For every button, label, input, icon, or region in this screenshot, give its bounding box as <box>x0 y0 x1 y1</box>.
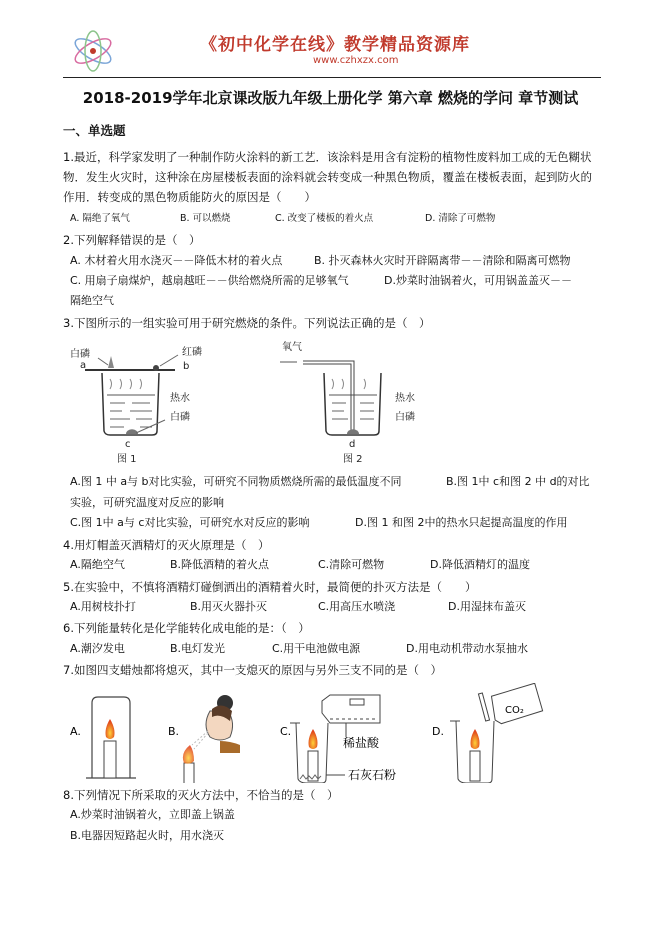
question-text: 7.如图四支蜡烛都将熄灭，其中一支熄灭的原因与另外三支不同的是（ ） <box>63 663 442 677</box>
option-d[interactable]: D.用电动机带动水泵抽水 <box>406 642 528 655</box>
figure-label-c: C. <box>280 725 292 738</box>
flame-icon <box>471 729 480 749</box>
label-hot-water: 热水 <box>170 393 190 404</box>
page-title: 2018-2019学年北京课改版九年级上册化学 第六章 燃烧的学问 章节测试 <box>82 89 579 107</box>
flame-icon <box>309 729 318 749</box>
option-c[interactable]: C. 改变了楼板的着火点 <box>275 213 374 224</box>
header-divider <box>63 77 601 78</box>
option-a[interactable]: A.炒菜时油锅着火，立即盖上锅盖 <box>70 808 235 821</box>
option-d[interactable]: D.炒菜时油锅着火，可用锅盖盖灭－－ <box>384 274 572 287</box>
label-white-phosphorus: 白磷 <box>70 349 90 360</box>
option-b[interactable]: B.降低酒精的着火点 <box>170 558 270 571</box>
combustion-experiment-figure <box>60 335 460 470</box>
option-c[interactable]: C.用干电池做电源 <box>272 642 361 655</box>
label-c: c <box>125 439 131 450</box>
option-b[interactable]: B.图 1中 c和图 2 中 d的对比 <box>446 475 590 488</box>
question-text: 6.下列能量转化是化学能转化成电能的是：（ ） <box>63 621 310 635</box>
label-a: a <box>80 360 87 371</box>
figure-label-b: B. <box>168 725 180 738</box>
question-text: 作用．转变成的黑色物质能防火的原因是（ ） <box>63 190 316 204</box>
label-d: d <box>349 439 356 450</box>
label-b: b <box>183 361 190 372</box>
candle-b-blown-out <box>168 695 240 783</box>
option-a[interactable]: A. 隔绝了氧气 <box>70 213 130 224</box>
option-b[interactable]: B. 扑灭森林火灾时开辟隔离带－－清除和隔离可燃物 <box>314 254 571 267</box>
option-a[interactable]: A. 木材着火用水浇灭－－降低木材的着火点 <box>70 254 283 267</box>
figure-2-caption: 图 2 <box>343 454 363 465</box>
label-white-phosphorus: 白磷 <box>170 412 190 423</box>
flame-icon <box>183 745 194 764</box>
option-b[interactable]: B.电器因短路起火时，用水浇灭 <box>70 829 225 842</box>
figure-label-a: A. <box>70 725 81 738</box>
label-co2: CO₂ <box>505 705 524 716</box>
flame-icon <box>106 719 115 739</box>
label-limestone-powder: 石灰石粉 <box>348 768 397 782</box>
option-a[interactable]: A.图 1 中 a与 b对比实验，可研究不同物质燃烧所需的最低温度不同 <box>70 475 402 488</box>
option-a[interactable]: A.潮汐发电 <box>70 642 125 655</box>
candles-figure <box>60 683 600 783</box>
banner-url[interactable]: www.czhxzx.com <box>313 55 399 66</box>
candle-d-co2 <box>432 683 543 783</box>
option-a[interactable]: A.隔绝空气 <box>70 558 125 571</box>
candle-c-acid-limestone <box>280 695 396 783</box>
atom-logo-icon <box>70 30 116 72</box>
option-b-continued: 实验，可研究温度对反应的影响 <box>70 496 224 509</box>
section-heading: 一、单选题 <box>63 123 126 138</box>
label-white-phosphorus: 白磷 <box>395 412 415 423</box>
banner-title: 《初中化学在线》教学精品资源库 <box>200 35 470 55</box>
option-d[interactable]: D. 清除了可燃物 <box>425 213 496 224</box>
question-text: 2.下列解释错误的是（ ） <box>63 233 201 247</box>
question-text: 物．发生火灾时，这种涂在房屋楼板表面的涂料就会转变成一种黑色物质，覆盖在楼板表面，起到防火的 <box>63 170 592 184</box>
option-c[interactable]: C.清除可燃物 <box>318 558 385 571</box>
question-text: 3.下图所示的一组实验可用于研究燃烧的条件。下列说法正确的是（ ） <box>63 316 431 330</box>
option-d[interactable]: D.降低酒精灯的温度 <box>430 558 530 571</box>
option-d[interactable]: D.图 1 和图 2中的热水只起提高温度的作用 <box>355 516 568 529</box>
option-c[interactable]: C. 用扇子扇煤炉，越扇越旺－－供给燃烧所需的足够氧气 <box>70 274 349 287</box>
option-d-continued: 隔绝空气 <box>70 294 114 307</box>
figure-label-d: D. <box>432 725 444 738</box>
label-hot-water: 热水 <box>395 393 415 404</box>
option-b[interactable]: B.电灯发光 <box>170 642 226 655</box>
question-text: 1.最近，科学家发明了一种制作防火涂料的新工艺．该涂料是用含有淀粉的植物性废料加工成的无色糊状 <box>63 150 592 164</box>
label-red-phosphorus: 红磷 <box>182 347 202 358</box>
question-text: 8.下列情况下所采取的灭火方法中，不恰当的是（ ） <box>63 788 339 802</box>
beaker-figure-1 <box>70 345 202 465</box>
beaker-figure-2 <box>280 340 415 465</box>
option-b[interactable]: B. 可以燃烧 <box>180 213 231 224</box>
label-dilute-hcl: 稀盐酸 <box>343 736 380 750</box>
label-oxygen: 氧气 <box>282 342 302 353</box>
option-b[interactable]: B.用灭火器扑灭 <box>190 600 268 613</box>
option-c[interactable]: C.图 1中 a与 c对比实验，可研究水对反应的影响 <box>70 516 310 529</box>
candle-a-covered-jar <box>70 697 136 778</box>
option-a[interactable]: A.用树枝扑打 <box>70 600 136 613</box>
figure-1-caption: 图 1 <box>117 454 137 465</box>
question-text: 4.用灯帽盖灭酒精灯的灭火原理是（ ） <box>63 538 270 552</box>
question-text: 5.在实验中，不慎将酒精灯碰倒洒出的酒精着火时，最简便的扑灭方法是（ ） <box>63 580 477 594</box>
option-d[interactable]: D.用湿抹布盖灭 <box>448 600 526 613</box>
option-c[interactable]: C.用高压水喷浇 <box>318 600 396 613</box>
